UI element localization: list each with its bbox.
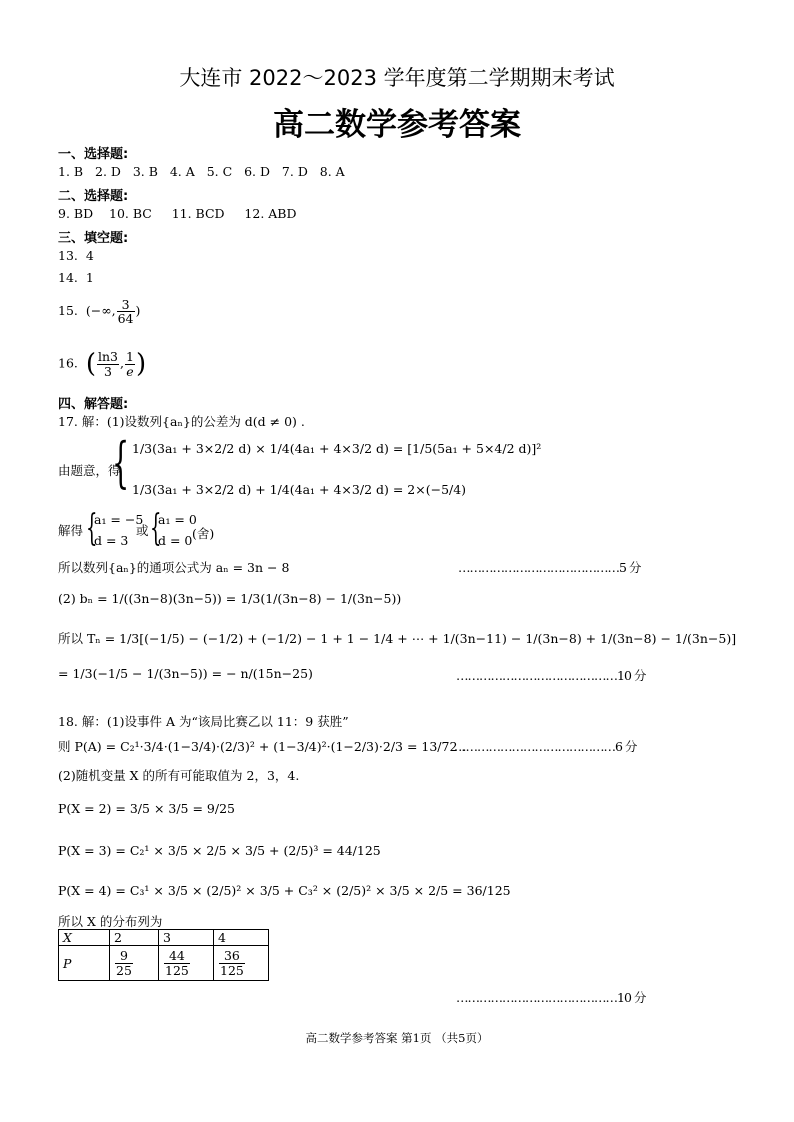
p17-eq2: 1/3(3a₁ + 3×2/2 d) + 1/4(4a₁ + 4×3/2 d) = 2×(−5/4) (132, 482, 467, 497)
p18-score-10: ……………………………………10 分 (456, 990, 646, 1005)
p17-result: = 1/3(−1/5 − 1/(3n−5)) = − n/(15n−25) (58, 666, 313, 681)
p-den: 125 (220, 962, 244, 978)
q14-answer: 14. 1 (58, 270, 94, 285)
p18-P2: P(X = 2) = 3/5 × 3/5 = 9/25 (58, 801, 236, 816)
p17-sol2b: d = 0 (158, 533, 193, 548)
p-den: 25 (116, 962, 132, 978)
q16-answer: 16. ( $\frac{\ln 3}{3}$ , $\frac{1}{e}$ ) (58, 349, 147, 379)
q16-fraction2 (125, 350, 135, 377)
section3-heading: 三、填空题: (58, 231, 129, 246)
p17-intro: 17. 解：(1)设数列{aₙ}的公差为 d(d ≠ 0) . (58, 414, 305, 429)
q16-num1: ln3 (98, 349, 119, 365)
q15-den: 64 (117, 311, 134, 327)
page-footer: 高二数学参考答案 第1页 （共5页） (305, 1031, 489, 1045)
table-cell-p (110, 946, 159, 981)
q16-num2: 1 (126, 349, 134, 365)
p18-P4: P(X = 4) = C₃¹ × 3/5 × (2/5)² × 3/5 + C₃² × (2/5)² × 3/5 × 2/5 = 36/125 (58, 883, 511, 898)
p18-intro: 18. 解：(1)设事件 A 为“该局比赛乙以 11：9 获胜” (58, 714, 349, 729)
section2-heading: 二、选择题: (58, 189, 129, 204)
section2-answers: 9. BD 10. BC 11. BCD 12. ABD (58, 206, 297, 221)
table-cell-x: 3 (159, 930, 214, 946)
table-cell-p (214, 946, 269, 981)
q16-label: 16. (58, 355, 78, 371)
p-num: 9 (119, 948, 128, 964)
p17-Tn: 所以 Tₙ = 1/3[(−1/5) − (−1/2) + (−1/2) − 1 + 1 − 1/4 + ⋯ + 1/(3n−11) − 1/(3n−8) + 1/(3n−8) − 1/(3n−5)] (58, 631, 737, 646)
q16-fraction1 (97, 350, 119, 377)
p17-score-10: ……………………………………10 分 (456, 668, 646, 683)
p17-sol-brace1: { (86, 508, 98, 549)
q15-num: 3 (121, 297, 130, 312)
q13-answer: 13. 4 (58, 248, 94, 263)
q15-close: ) (135, 303, 141, 319)
section4-heading: 四、解答题: (58, 397, 129, 412)
section1-answers: 1. B 2. D 3. B 4. A 5. C 6. D 7. D 8. A (58, 164, 345, 179)
table-cell-x: 4 (214, 930, 269, 946)
doc-title: 高二数学参考答案 (273, 107, 521, 143)
section1-heading: 一、选择题: (58, 147, 129, 162)
p18-score-6: ……………………………………6 分 (454, 739, 637, 754)
p17-sol2a: a₁ = 0 (158, 512, 197, 527)
q15-fraction (117, 298, 135, 325)
p17-given: 由题意，得 (58, 463, 121, 478)
table-row-x (59, 930, 269, 946)
p17-sol1b: d = 3 (94, 533, 129, 548)
p17-general-term: 所以数列{aₙ}的通项公式为 aₙ = 3n − 8 (58, 560, 290, 575)
q16-den1: 3 (97, 364, 119, 378)
table-row-p (59, 946, 269, 981)
p17-sol-brace2: { (150, 508, 162, 549)
p18-P3: P(X = 3) = C₂¹ × 3/5 × 2/5 × 3/5 + (2/5)³ = 44/125 (58, 843, 381, 858)
p17-eq1: 1/3(3a₁ + 3×2/2 d) × 1/4(4a₁ + 4×3/2 d) = [1/5(5a₁ + 5×4/2 d)]² (132, 441, 542, 456)
q16-den2: e (126, 363, 134, 379)
p-num: 44 (168, 948, 185, 964)
p18-values: (2)随机变量 X 的所有可能取值为 2，3，4. (58, 768, 300, 783)
table-header-x: X (59, 930, 110, 946)
p18-PA: 则 P(A) = C₂¹·3/4·(1−3/4)·(2/3)² + (1−3/4)²·(1−2/3)·2/3 = 13/72 . (58, 739, 466, 754)
q15-open: (−∞, (85, 303, 116, 319)
p17-score-5: ……………………………………5 分 (458, 560, 641, 575)
p17-system-brace: { (112, 431, 130, 494)
q15-label: 15. (58, 303, 78, 319)
p17-solve-label: 解得 (58, 523, 84, 538)
p17-sol1a: a₁ = −5 (94, 512, 144, 527)
table-cell-p (159, 946, 214, 981)
q15-answer (58, 298, 140, 325)
table-cell-x: 2 (110, 930, 159, 946)
p18-dist-label: 所以 X 的分布列为 (58, 914, 163, 929)
table-header-p: P (59, 946, 110, 981)
exam-title: 大连市 2022～2023 学年度第二学期期末考试 (179, 66, 615, 90)
p-num: 36 (223, 948, 240, 964)
p17-or: 或 (136, 523, 149, 538)
distribution-table (58, 929, 269, 981)
p-den: 125 (165, 962, 189, 978)
p17-bn: (2) bₙ = 1/((3n−8)(3n−5)) = 1/3(1/(3n−8) − 1/(3n−5)) (58, 591, 402, 606)
p17-discard: (舍) (192, 526, 215, 541)
